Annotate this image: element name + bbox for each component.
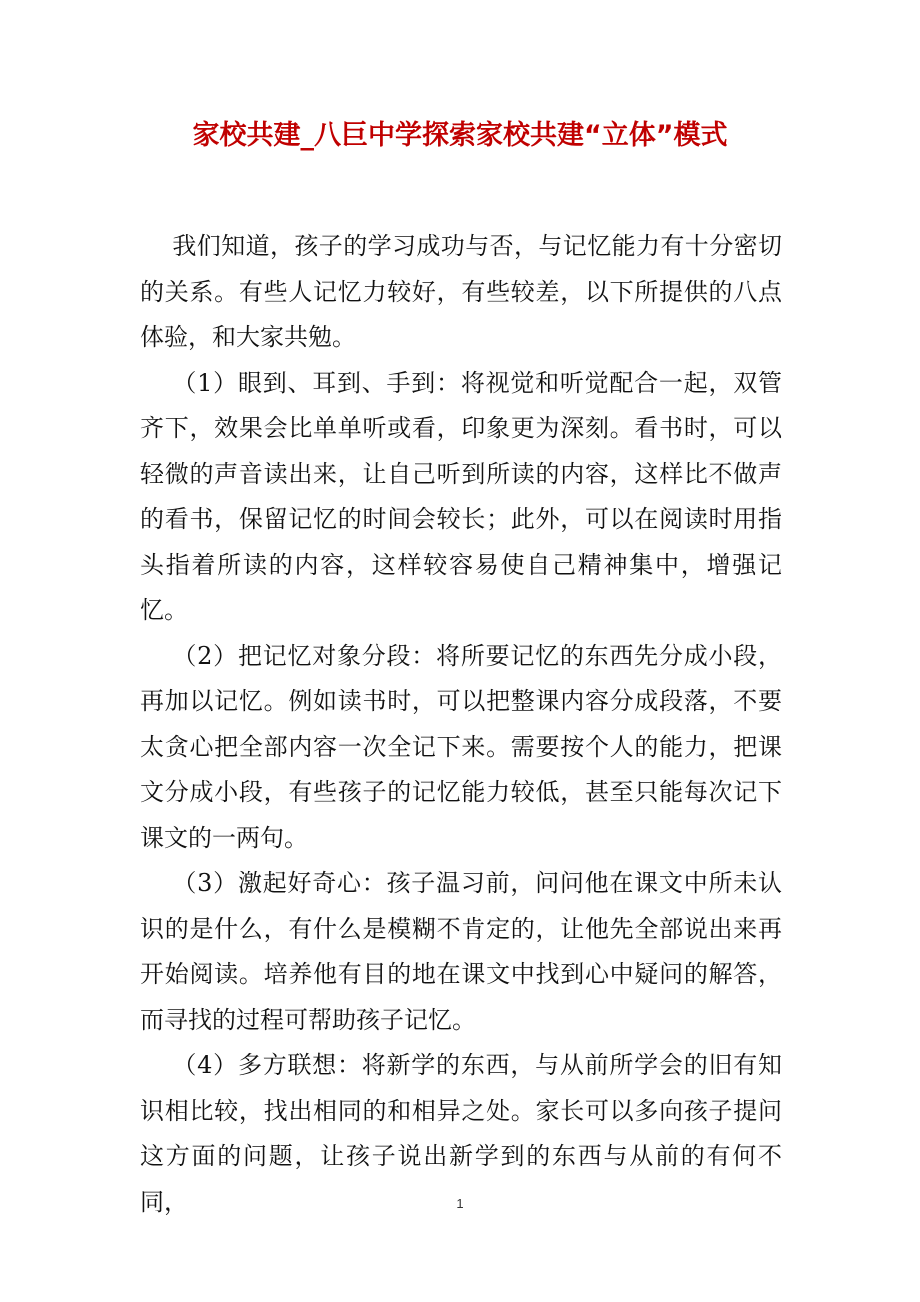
paragraph-intro: 我们知道，孩子的学习成功与否，与记忆能力有十分密切的关系。有些人记忆力较好，有些较差，以下所提供的八点体验，和大家共勉。: [140, 232, 782, 351]
paragraph-point-3: （3）激起好奇心：孩子温习前，问问他在课文中所未认识的是什么，有什么是模糊不肯定的，让他先全部说出来再开始阅读。培养他有目的地在课文中找到心中疑问的解答，而寻找的过程可帮助孩子记忆。: [140, 869, 782, 1034]
paragraph-point-1: （1）眼到、耳到、手到：将视觉和听觉配合一起，双管齐下，效果会比单单听或看，印象更为深刻。看书时，可以轻微的声音读出来，让自己听到所读的内容，这样比不做声的看书，保留记忆的时间会较长；此外，可以在阅读时用指头指着所读的内容，这样较容易使自己精神集中，增强记忆。: [140, 368, 782, 624]
document-body: [140, 224, 782, 1225]
document-title: 家校共建_八巨中学探索家校共建“立体”模式: [192, 120, 728, 151]
page-number: 1: [456, 1196, 464, 1211]
paragraph-point-4: （4）多方联想：将新学的东西，与从前所学会的旧有知识相比较，找出相同的和相异之处。家长可以多向孩子提问这方面的问题，让孩子说出新学到的东西与从前的有何不同，: [140, 1051, 782, 1216]
paragraph-point-2: （2）把记忆对象分段：将所要记忆的东西先分成小段，再加以记忆。例如读书时，可以把整课内容分成段落，不要太贪心把全部内容一次全记下来。需要按个人的能力，把课文分成小段，有些孩子的记忆能力较低，甚至只能每次记下课文的一两句。: [140, 641, 782, 852]
